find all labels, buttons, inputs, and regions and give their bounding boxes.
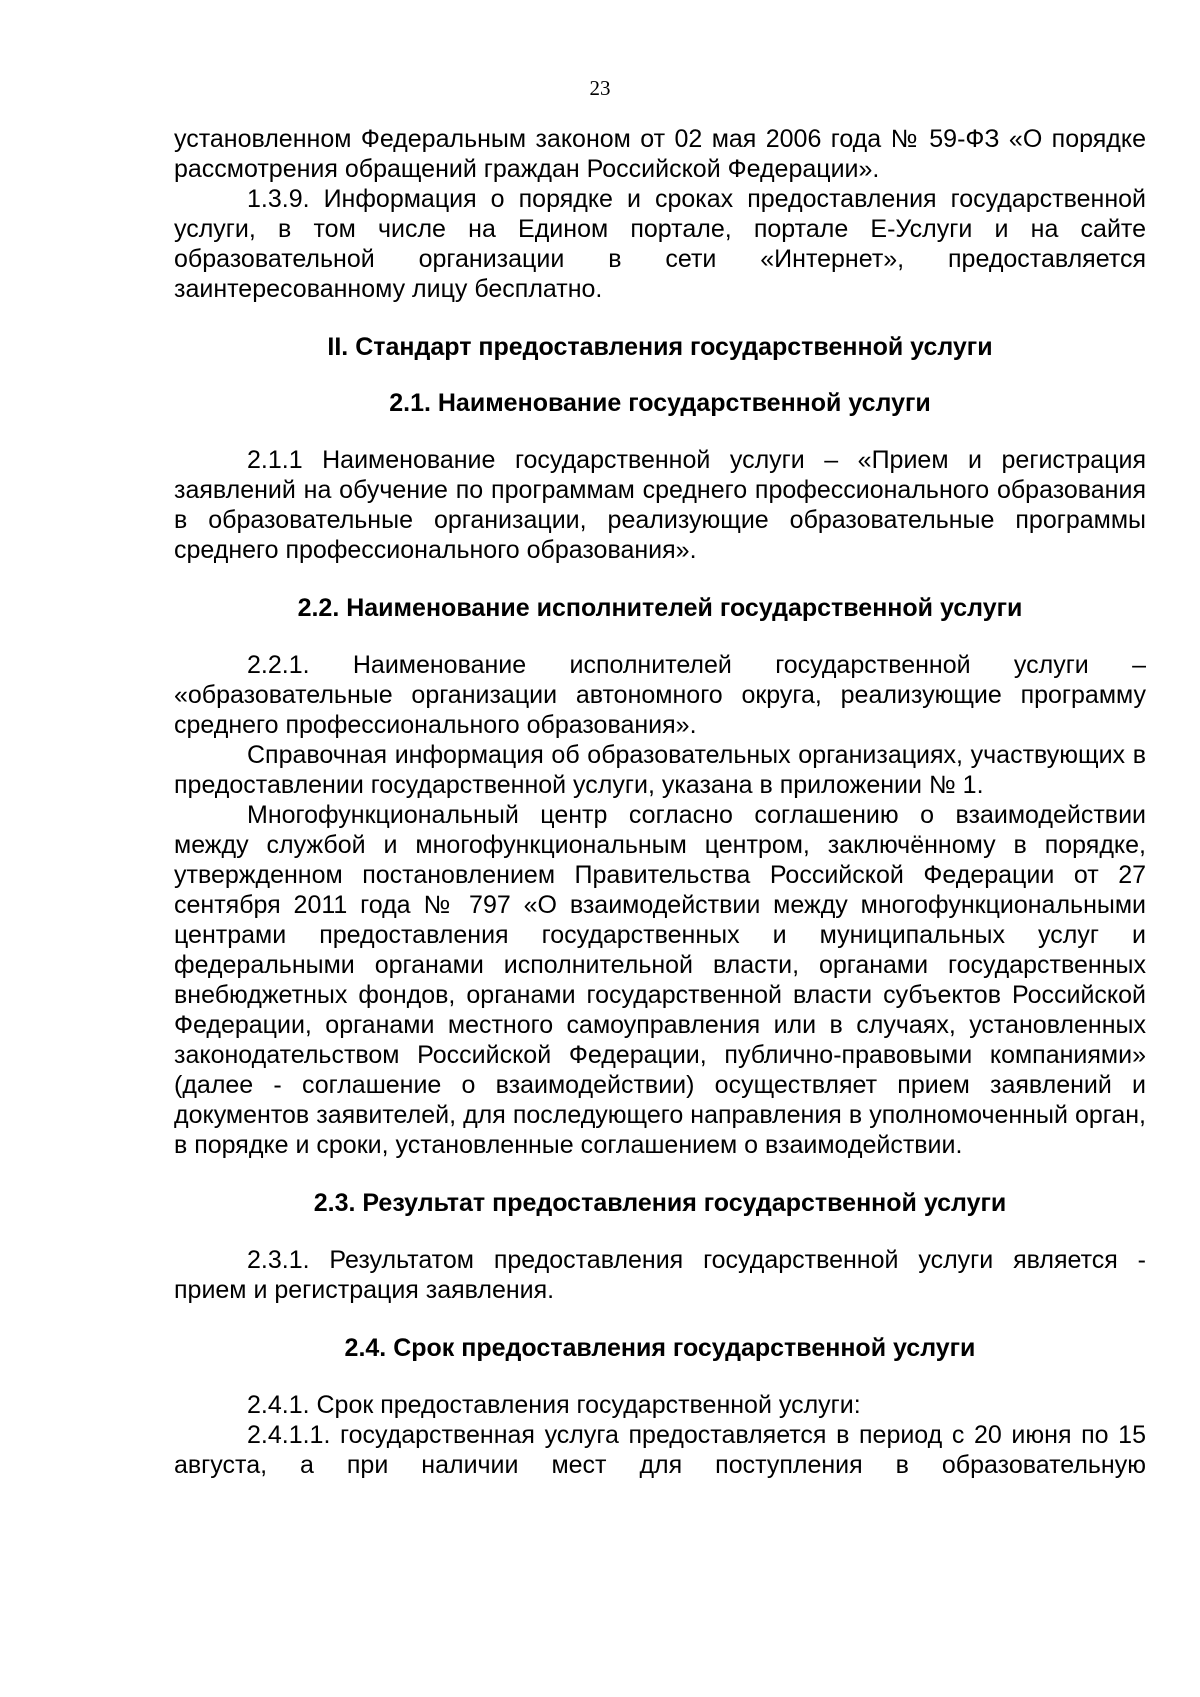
section-heading-2-1: 2.1. Наименование государственной услуги	[389, 389, 931, 417]
paragraph-2-1-1: 2.1.1 Наименование государственной услуги – «Прием и регистрация заявлений на обучение по программам среднего профессионального образования в образовательные организации, реализующие образовательные программы среднего профессионального образования».	[174, 446, 1146, 564]
paragraph-1-3-9: 1.3.9. Информация о порядке и сроках предоставления государственной услуги, в том числе на Едином портале, портале Е-Услуги и на сайте образовательной организации в сети «Интернет», предоставляется заинтересованному лицу бесплатно.	[174, 185, 1146, 303]
paragraph-intro-continuation: установленном Федеральным законом от 02 мая 2006 года № 59-ФЗ «О порядке рассмотрения обращений граждан Российской Федерации».	[174, 125, 1146, 183]
paragraph-mfc: Многофункциональный центр согласно соглашению о взаимодействии между службой и многофункциональным центром, заключённому в порядке, утвержденном постановлением Правительства Российской Федерации от 27 сентября 2011 года № 797 «О взаимодействии между многофункциональными центрами предоставления государственных и муниципальных услуг и федеральными органами исполнительной власти, органами государственных внебюджетных фондов, органами государственной власти субъектов Российской Федерации, органами местного самоуправления или в случаях, установленных законодательством Российской Федерации, публично-правовыми компаниями» (далее - соглашение о взаимодействии) осуществляет прием заявлений и документов заявителей, для последующего направления в уполномоченный орган, в порядке и сроки, установленные соглашением о взаимодействии.	[174, 801, 1146, 1159]
paragraph-2-3-1: 2.3.1. Результатом предоставления государственной услуги является - прием и регистрация заявления.	[174, 1246, 1146, 1304]
page-number: 23	[589, 76, 611, 100]
paragraph-reference-info: Справочная информация об образовательных организациях, участвующих в предоставлении государственной услуги, указана в приложении № 1.	[174, 741, 1146, 799]
section-heading-2: II. Стандарт предоставления государственной услуги	[327, 333, 993, 361]
document-body	[174, 124, 1146, 1480]
section-heading-2-2: 2.2. Наименование исполнителей государственной услуги	[297, 594, 1023, 622]
paragraph-2-2-1: 2.2.1. Наименование исполнителей государственной услуги – «образовательные организации автономного округа, реализующие программу среднего профессионального образования».	[174, 651, 1146, 739]
paragraph-2-4-1: 2.4.1. Срок предоставления государственной услуги:	[247, 1391, 861, 1419]
paragraph-2-4-1-1: 2.4.1.1. государственная услуга предоставляется в период с 20 июня по 15 августа, а при наличии мест для поступления в образовательную	[174, 1421, 1146, 1479]
section-heading-2-3: 2.3. Результат предоставления государственной услуги	[313, 1189, 1007, 1217]
section-heading-2-4: 2.4. Срок предоставления государственной услуги	[344, 1334, 976, 1362]
